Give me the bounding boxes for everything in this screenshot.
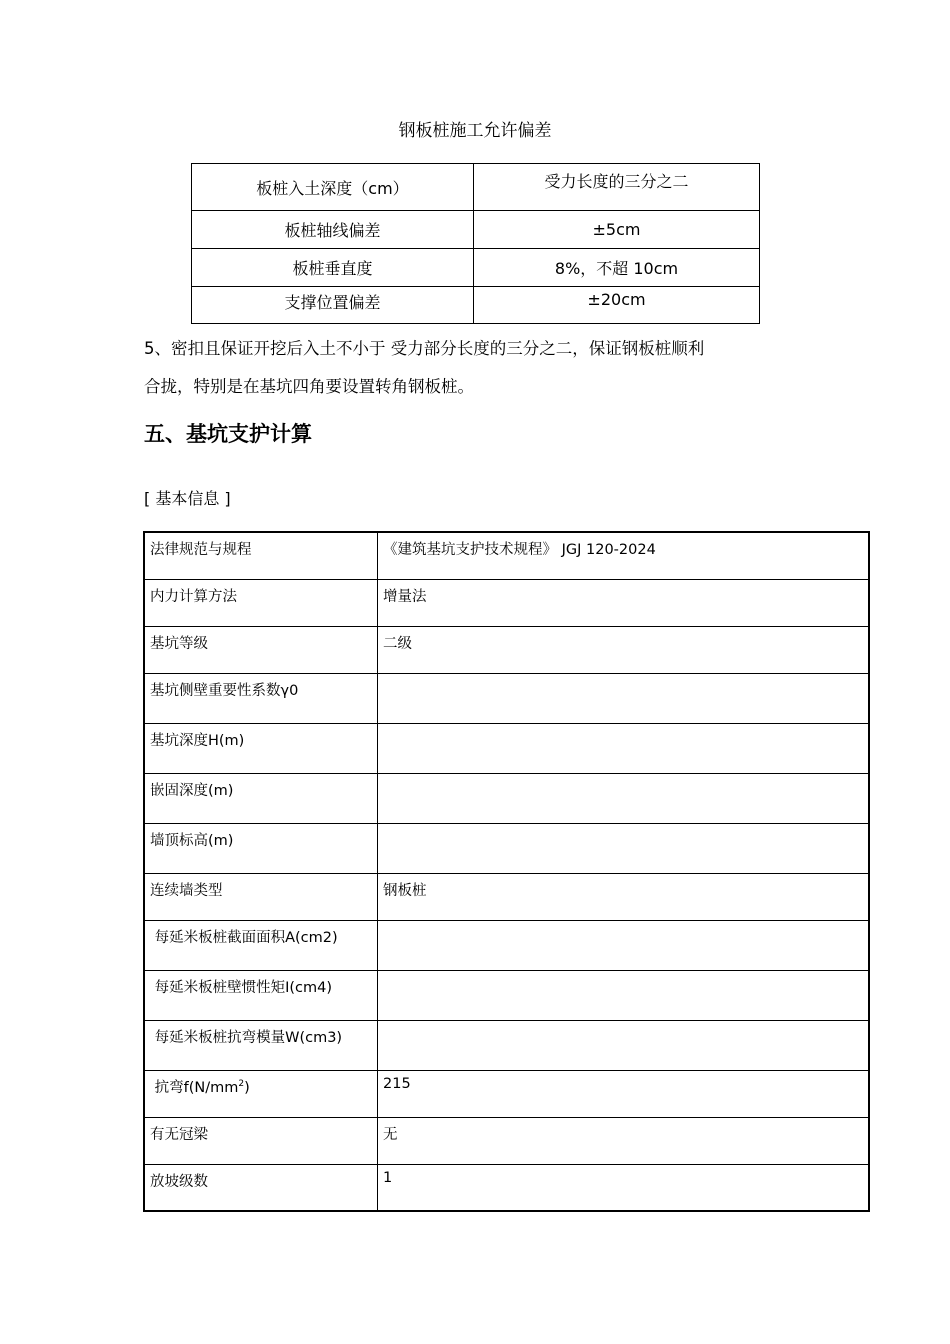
table-cell [378,673,870,723]
table-cell [378,773,870,823]
table-row [144,579,869,626]
table-row [144,970,869,1020]
table-cell: 《建筑基坑支护技术规程》 JGJ 120-2024 [378,532,870,579]
table-row [144,1164,869,1211]
table-cell: 每延米板桩抗弯模量W(cm3) [144,1020,378,1070]
table-cell: 有无冠梁 [144,1117,378,1164]
table-cell: 板桩垂直度 [192,249,474,287]
table-cell [378,920,870,970]
table-row [192,249,760,287]
table-cell: ±20cm [474,287,760,324]
table-cell: 法律规范与规程 [144,532,378,579]
table-row [144,920,869,970]
table-row [192,287,760,324]
table-cell: 二级 [378,626,870,673]
table-row [144,823,869,873]
table-cell: 钢板桩 [378,873,870,920]
table-cell [378,970,870,1020]
table-cell: 内力计算方法 [144,579,378,626]
table-cell: 8%，不超 10cm [474,249,760,287]
basic-info-table [143,531,870,1212]
table-cell: 215 [378,1070,870,1117]
table-cell: 板桩入土深度（cm） [192,164,474,211]
tolerance-table [191,163,760,324]
section-heading: 五、基坑支护计算 [144,422,312,446]
table-cell [378,823,870,873]
table-cell: 墙顶标高(m) [144,823,378,873]
table-cell: 基坑等级 [144,626,378,673]
table-row [144,1117,869,1164]
table-row [144,1020,869,1070]
superscript: 2 [238,1078,245,1089]
table-cell: 嵌固深度(m) [144,773,378,823]
table-cell: 无 [378,1117,870,1164]
table-row [144,873,869,920]
table-row [192,164,760,211]
tolerance-title: 钢板桩施工允许偏差 [398,121,552,141]
table-row [144,773,869,823]
table-row [144,532,869,579]
table-cell: 放坡级数 [144,1164,378,1211]
paragraph-line: 5、密扣且保证开挖后入土不小于 受力部分长度的三分之二，保证钢板桩顺利 [144,339,705,358]
paragraph-line: 合拢，特别是在基坑四角要设置转角钢板桩。 [144,377,474,396]
table-cell: 连续墙类型 [144,873,378,920]
table-row [144,626,869,673]
table-row [144,723,869,773]
paragraph-5 [144,330,824,406]
table-row [192,211,760,249]
table-cell [378,1020,870,1070]
cell-label: 抗弯f(N/mm [150,1079,239,1096]
table-cell [378,723,870,773]
table-cell: 每延米板桩截面面积A(cm2) [144,920,378,970]
table-cell: ±5cm [474,211,760,249]
table-cell: 基坑侧壁重要性系数γ0 [144,673,378,723]
table-row [144,1070,869,1117]
table-cell: 支撑位置偏差 [192,287,474,324]
table-cell: 受力长度的三分之二 [474,164,760,211]
basic-info-label: [ 基本信息 ] [144,489,231,508]
table-row [144,673,869,723]
table-cell: 增量法 [378,579,870,626]
table-cell: 板桩轴线偏差 [192,211,474,249]
table-cell: 基坑深度H(m) [144,723,378,773]
table-cell [144,1070,378,1117]
table-cell: 每延米板桩壁惯性矩I(cm4) [144,970,378,1020]
cell-label-end: ) [244,1079,250,1096]
table-cell: 1 [378,1164,870,1211]
